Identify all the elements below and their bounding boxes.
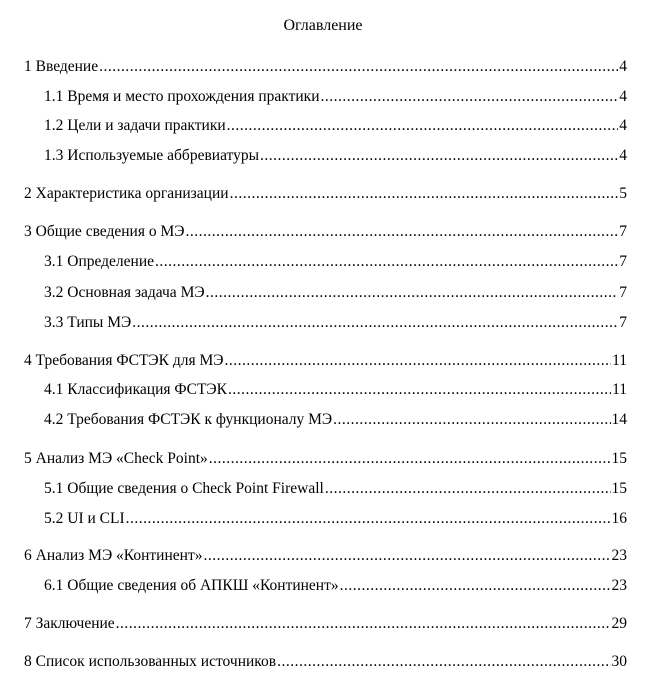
dot-leader — [99, 57, 618, 77]
dot-leader — [116, 614, 611, 634]
toc-entry-2[interactable] — [24, 184, 627, 204]
toc-entry-text: 1.1 Время и место прохождения практики — [44, 88, 320, 105]
toc-entry-8[interactable] — [24, 652, 627, 672]
toc-entry-3-3[interactable] — [44, 313, 627, 333]
toc-entry-1-3[interactable] — [44, 146, 627, 166]
dot-leader — [340, 576, 611, 596]
toc-entry-5[interactable] — [24, 449, 627, 469]
toc-entry-4-2[interactable] — [44, 410, 627, 430]
toc-title: Оглавление — [283, 17, 363, 34]
dot-leader — [333, 410, 610, 430]
dot-leader — [277, 652, 610, 672]
toc-page-number: 14 — [611, 411, 627, 428]
dot-leader — [203, 546, 610, 566]
toc-page-number: 15 — [611, 480, 627, 497]
toc-page-number: 7 — [619, 314, 627, 331]
toc-page-number: 5 — [619, 185, 627, 202]
toc-page-number: 15 — [611, 450, 627, 467]
toc-entry-4-1[interactable] — [44, 380, 627, 400]
toc-page-number: 30 — [611, 653, 627, 670]
toc-entry-text: 5.1 Общие сведения о Check Point Firewall — [44, 480, 324, 497]
toc-entry-4[interactable] — [24, 351, 627, 371]
dot-leader — [126, 509, 611, 529]
dot-leader — [132, 313, 618, 333]
toc-entry-1-2[interactable] — [44, 116, 627, 136]
toc-page-number: 29 — [611, 615, 627, 632]
toc-page-number: 11 — [612, 352, 627, 369]
toc-entry-1[interactable] — [24, 57, 627, 77]
toc-entry-3-2[interactable] — [44, 283, 627, 303]
toc-entry-text: 3 Общие сведения о МЭ — [24, 223, 185, 240]
toc-entry-3[interactable] — [24, 222, 627, 242]
toc-page-number: 23 — [611, 547, 627, 564]
toc-entry-text: 5.2 UI и CLI — [44, 510, 125, 527]
toc-page-number: 23 — [611, 577, 627, 594]
toc-entry-5-1[interactable] — [44, 479, 627, 499]
toc-entry-6-1[interactable] — [44, 576, 627, 596]
toc-entry-3-1[interactable] — [44, 252, 627, 272]
toc-entry-text: 7 Заключение — [24, 615, 115, 632]
toc-page-number: 7 — [619, 253, 627, 270]
dot-leader — [206, 283, 619, 303]
dot-leader — [209, 449, 611, 469]
toc-entry-text: 1 Введение — [24, 58, 99, 75]
toc-page-number: 11 — [612, 381, 627, 398]
toc-page-number: 16 — [611, 510, 627, 527]
toc-entry-7[interactable] — [24, 614, 627, 634]
toc-entry-text: 4 Требования ФСТЭК для МЭ — [24, 352, 224, 369]
toc-page-number: 7 — [619, 284, 627, 301]
dot-leader — [185, 222, 618, 242]
toc-page-number: 7 — [619, 223, 627, 240]
dot-leader — [321, 87, 619, 107]
dot-leader — [227, 116, 619, 136]
toc-entry-text: 2 Характеристика организации — [24, 185, 229, 202]
toc-page-number: 4 — [619, 117, 627, 134]
toc-entry-text: 6 Анализ МЭ «Континент» — [24, 547, 203, 564]
toc-page-number: 4 — [619, 58, 627, 75]
toc-entry-text: 3.2 Основная задача МЭ — [44, 284, 205, 301]
toc-entry-text: 1.2 Цели и задачи практики — [44, 117, 226, 134]
dot-leader — [325, 479, 611, 499]
toc-page-number: 4 — [619, 147, 627, 164]
toc-entry-text: 1.3 Используемые аббревиатуры — [44, 147, 260, 164]
toc-entry-text: 4.1 Классификация ФСТЭК — [44, 381, 227, 398]
toc-entry-1-1[interactable] — [44, 87, 627, 107]
dot-leader — [225, 351, 612, 371]
toc-entry-text: 4.2 Требования ФСТЭК к функционалу МЭ — [44, 411, 333, 428]
toc-entry-text: 3.1 Определение — [44, 253, 155, 270]
dot-leader — [228, 380, 611, 400]
toc-entry-text: 5 Анализ МЭ «Check Point» — [24, 450, 208, 467]
toc-entry-5-2[interactable] — [44, 509, 627, 529]
toc-entry-6[interactable] — [24, 546, 627, 566]
toc-page-number: 4 — [619, 88, 627, 105]
dot-leader — [230, 184, 619, 204]
toc-entry-text: 6.1 Общие сведения об АПКШ «Континент» — [44, 577, 339, 594]
toc-entry-text: 3.3 Типы МЭ — [44, 314, 132, 331]
dot-leader — [155, 252, 618, 272]
dot-leader — [260, 146, 618, 166]
toc-entry-text: 8 Список использованных источников — [24, 653, 277, 670]
